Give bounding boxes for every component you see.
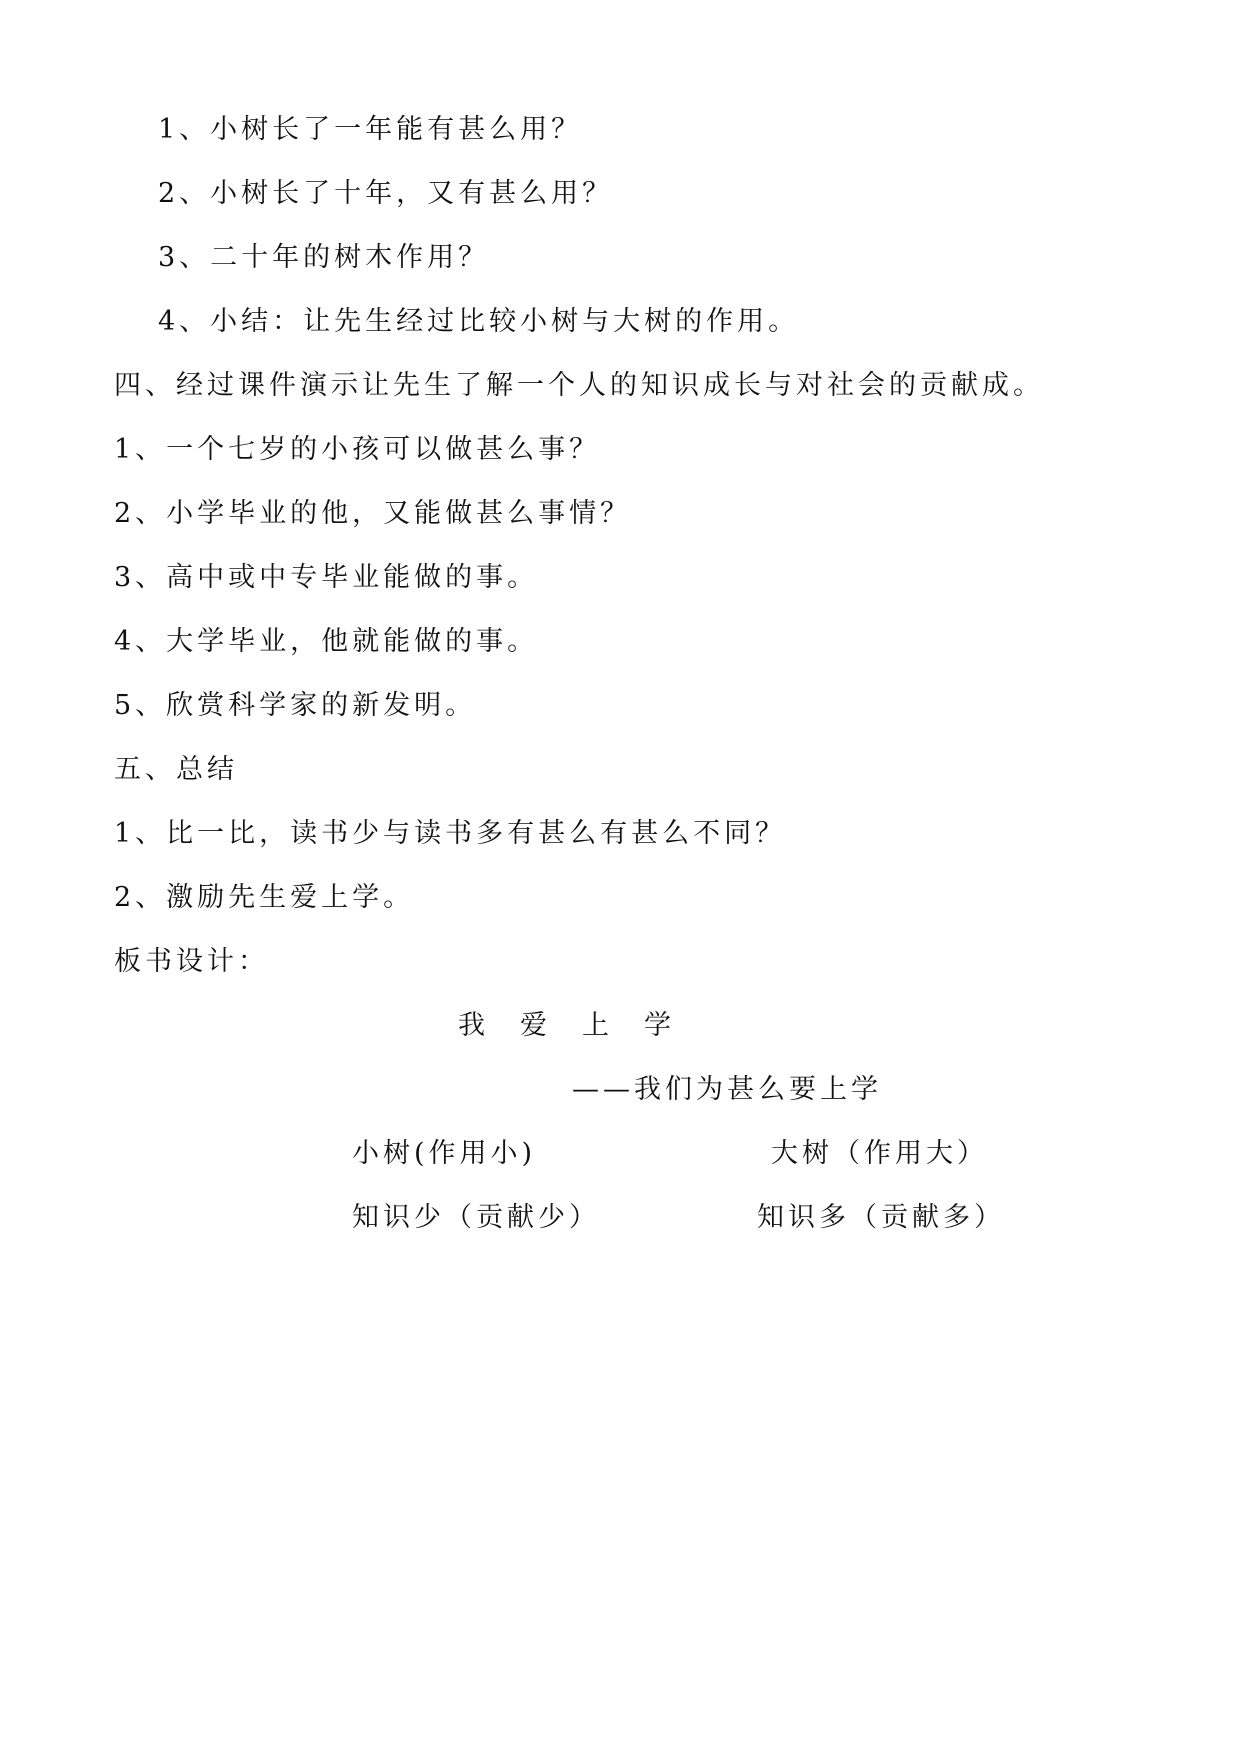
section3-item-4: 4、小结：让先生经过比较小树与大树的作用。 — [158, 306, 800, 337]
section3-item-2: 2、小树长了十年，又有甚么用？ — [158, 178, 614, 209]
section4-item-4: 4、大学毕业，他就能做的事。 — [114, 626, 539, 657]
board-right-row-2: 知识多（贡献多） — [757, 1202, 1005, 1233]
board-right-row-1: 大树（作用大） — [771, 1138, 988, 1169]
section3-item-1: 1、小树长了一年能有甚么用？ — [158, 114, 583, 145]
section5-heading: 五、总结 — [114, 754, 238, 785]
section4-item-2: 2、小学毕业的他，又能做甚么事情？ — [114, 498, 632, 529]
board-subtitle: ——我们为甚么要上学 — [572, 1074, 882, 1105]
section4-item-1: 1、一个七岁的小孩可以做甚么事？ — [114, 434, 601, 465]
section5-item-2: 2、激励先生爱上学。 — [114, 882, 415, 913]
board-label: 板书设计： — [114, 946, 269, 977]
section4-item-5: 5、欣赏科学家的新发明。 — [114, 690, 477, 721]
board-title: 我 爱 上 学 — [458, 1010, 675, 1041]
section4-heading: 四、经过课件演示让先生了解一个人的知识成长与对社会的贡献成。 — [114, 370, 1044, 401]
board-left-row-2: 知识少（贡献少） — [352, 1202, 600, 1233]
section4-item-3: 3、高中或中专毕业能做的事。 — [114, 562, 539, 593]
section3-item-3: 3、二十年的树木作用？ — [158, 242, 490, 273]
section5-item-1: 1、比一比，读书少与读书多有甚么有甚么不同？ — [114, 818, 787, 849]
board-left-row-1: 小树(作用小) — [352, 1138, 537, 1169]
